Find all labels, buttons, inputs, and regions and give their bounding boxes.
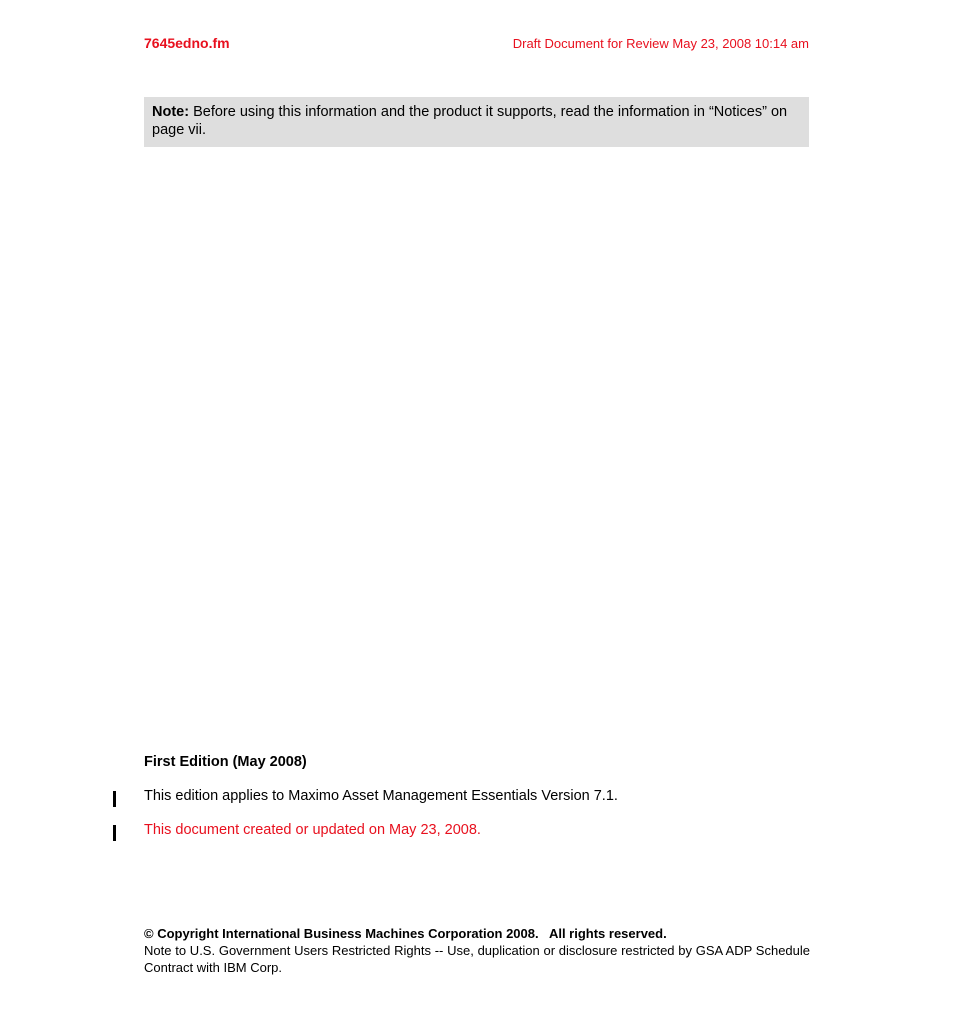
note-label: Note: — [152, 104, 190, 120]
government-rights-note: Note to U.S. Government Users Restricted Rights -- Use, duplication or disclosure restricted by GSA ADP Schedule Contract with IBM Corp. — [144, 943, 810, 975]
header-draft-status: Draft Document for Review May 23, 2008 10:14 am — [512, 36, 809, 51]
edition-applies-text: This edition applies to Maximo Asset Management Essentials Version 7.1. — [144, 788, 618, 804]
document-updated-text: This document created or updated on May 23, 2008. — [144, 822, 481, 838]
change-bar-marker — [113, 825, 116, 841]
change-bar-marker — [113, 791, 116, 807]
note-text: Before using this information and the product it supports, read the information in “Notices” on page vii. — [152, 104, 788, 138]
header-filename: 7645edno.fm — [144, 35, 230, 51]
edition-heading: First Edition (May 2008) — [144, 754, 307, 770]
notice-box — [144, 97, 809, 147]
copyright-notice: © Copyright International Business Machines Corporation 2008. All rights reserved. — [144, 926, 667, 941]
